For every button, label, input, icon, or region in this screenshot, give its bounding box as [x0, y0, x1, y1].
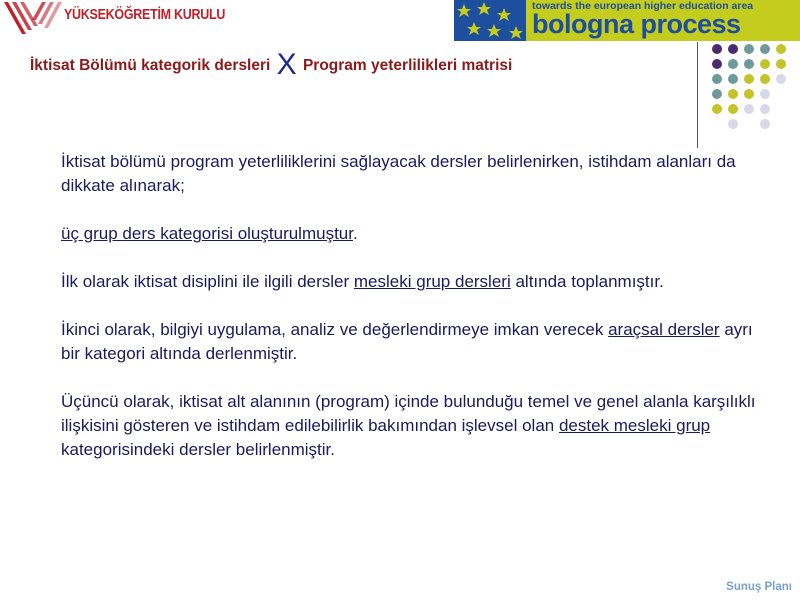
- decorative-dot: [744, 74, 754, 84]
- mesleki-grup-link[interactable]: mesleki grup dersleri: [353, 272, 511, 291]
- slide-body: [61, 150, 761, 486]
- decorative-dot: [776, 59, 786, 69]
- bologna-process-word: process: [640, 9, 741, 39]
- aracsal-dersler-link[interactable]: araçsal dersler: [608, 320, 720, 339]
- decorative-dot: [760, 74, 770, 84]
- categories-link[interactable]: üç grup ders kategorisi oluşturulmuştur: [61, 224, 353, 243]
- star-cluster-icon: [454, 0, 526, 41]
- decorative-dot: [744, 59, 754, 69]
- sunus-plani-link[interactable]: Sunuş Planı: [726, 581, 792, 593]
- decorative-dot: [776, 74, 786, 84]
- decorative-dot: [760, 44, 770, 54]
- third-text-end: kategorisindeki dersler belirlenmiştir.: [61, 440, 336, 459]
- first-text-start: İlk olarak iktisat disiplini ile ilgili dersler: [61, 272, 354, 291]
- decorative-dot: [728, 44, 738, 54]
- second-text-end: ayrı bir kategori altında derlenmiştir.: [61, 320, 753, 363]
- decorative-dot: [728, 74, 738, 84]
- bologna-process-banner: [454, 0, 800, 41]
- yok-emblem-icon: [2, 0, 62, 36]
- decorative-dot: [712, 104, 722, 114]
- bologna-title: [532, 9, 741, 40]
- yok-logo-text: YÜKSEKÖĞRETİM KURULU: [64, 7, 226, 23]
- second-text-start: İkinci olarak, bilgiyi uygulama, analiz ve değerlendirmeye imkan verecek: [61, 320, 609, 339]
- decorative-dot: [760, 59, 770, 69]
- paragraph-first: [61, 270, 761, 294]
- decorative-dot: [728, 89, 738, 99]
- categories-period: .: [352, 224, 358, 243]
- first-text-end: altında toplanmıştır.: [510, 272, 664, 291]
- title-part-1: İktisat Bölümü kategorik dersleri: [30, 57, 271, 74]
- bologna-stars-panel: [454, 0, 526, 41]
- bologna-word: bologna: [532, 9, 634, 39]
- paragraph-third: [61, 390, 761, 462]
- decorative-dot: [744, 89, 754, 99]
- decorative-dot: [712, 59, 722, 69]
- decorative-dot: [744, 104, 754, 114]
- destek-mesleki-link[interactable]: destek mesleki grup: [558, 416, 711, 435]
- title-part-2: Program yeterlilikleri matrisi: [302, 57, 513, 74]
- third-text-start: Üçüncü olarak, iktisat alt alanının (program) içinde bulunduğu temel ve genel alanla karşılıklı ilişkisini gösteren ve istihdam edilebilirlik bakımından işlevsel olan: [61, 392, 756, 435]
- slide-title: [30, 48, 512, 82]
- paragraph-categories: [61, 222, 761, 246]
- decorative-dot-grid: [708, 42, 800, 132]
- paragraph-second: [61, 318, 761, 366]
- paragraph-intro: İktisat bölümü program yeterliliklerini sağlayacak dersler belirlenirken, istihdam alanları da dikkate alınarak;: [61, 152, 736, 195]
- decorative-dot: [728, 119, 738, 129]
- title-separator: X: [276, 48, 297, 81]
- decorative-dot: [760, 104, 770, 114]
- decorative-dot: [712, 44, 722, 54]
- decorative-dot: [712, 74, 722, 84]
- decorative-divider: [697, 42, 698, 148]
- bologna-tagline: towards the european higher education area: [532, 0, 754, 12]
- decorative-dot: [744, 44, 754, 54]
- decorative-dot: [760, 119, 770, 129]
- decorative-dot: [760, 89, 770, 99]
- decorative-dot: [776, 44, 786, 54]
- decorative-dot: [728, 59, 738, 69]
- decorative-dot: [728, 104, 738, 114]
- decorative-dot: [712, 89, 722, 99]
- yok-logo: [0, 0, 240, 36]
